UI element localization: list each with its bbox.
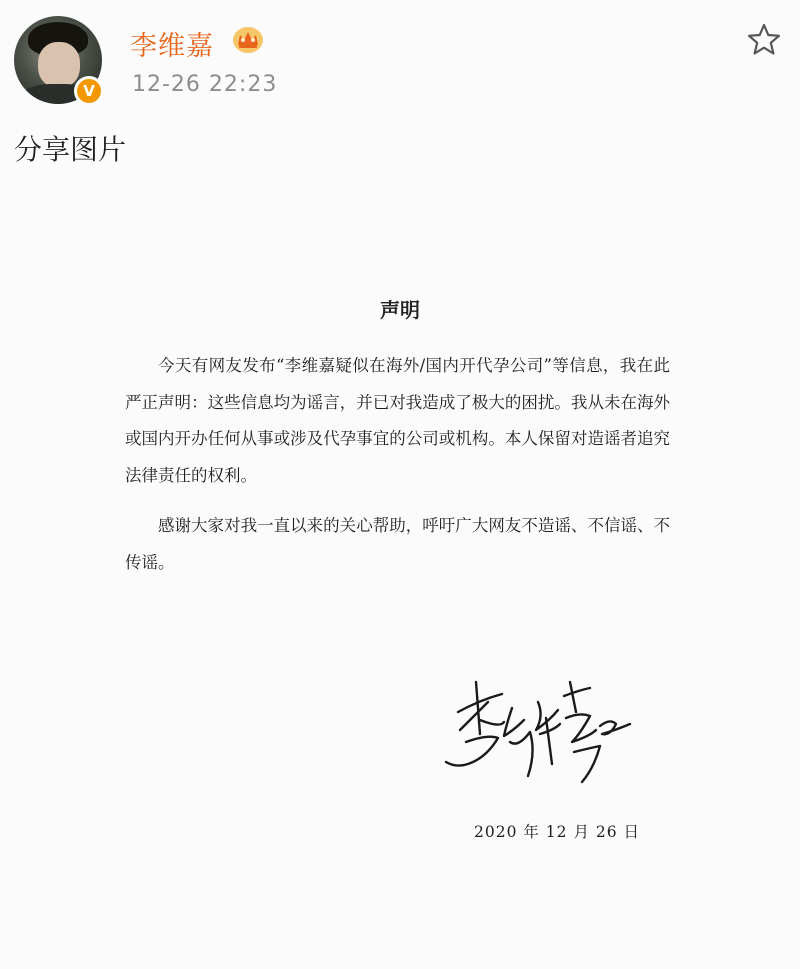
post-text: 分享图片 <box>14 133 127 166</box>
statement-paragraph: 感谢大家对我一直以来的关心帮助，呼吁广大网友不造谣、不信谣、不传谣。 <box>125 516 670 572</box>
avatar-face <box>38 42 80 88</box>
statement-image[interactable] <box>0 180 800 969</box>
post-timestamp: 12-26 22:23 <box>132 72 278 97</box>
handwritten-signature <box>440 672 640 792</box>
post-header <box>0 0 800 115</box>
verified-icon: V <box>74 76 104 106</box>
star-icon[interactable] <box>746 22 782 58</box>
statement-title: 声明 <box>380 298 420 322</box>
crown-icon <box>232 26 264 54</box>
username[interactable]: 李维嘉 <box>130 31 214 62</box>
statement-paragraph: 今天有网友发布“李维嘉疑似在海外/国内开代孕公司”等信息，我在此严正声明：这些信息均为谣言，并已对我造成了极大的困扰。我从未在海外或国内开办任何从事或涉及代孕事宜的公司或机构。本人保留对造谣者追究法律责任的权利。 <box>125 356 670 485</box>
statement-date: 2020 年 12 月 26 日 <box>474 823 641 841</box>
